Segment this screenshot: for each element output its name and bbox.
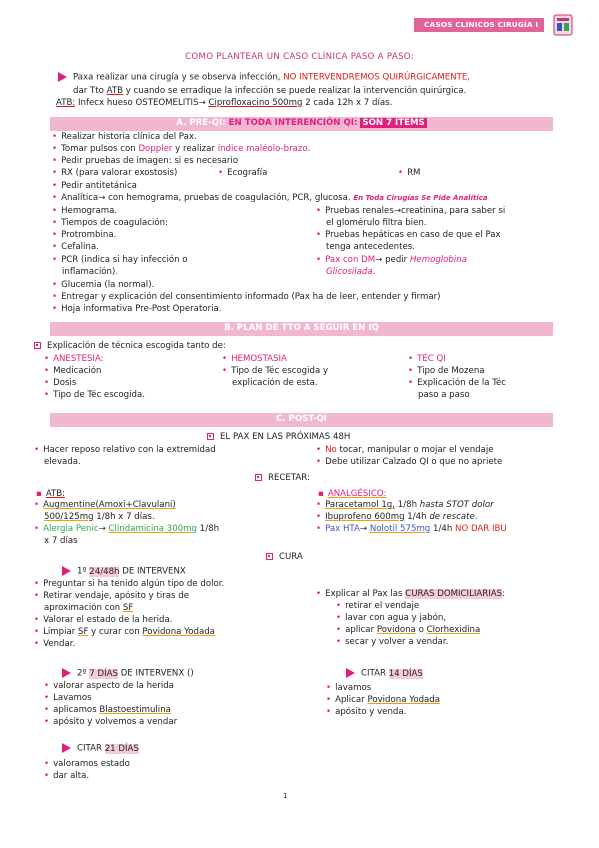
triangle-bullet-icon	[58, 72, 67, 82]
list-item: • valorar aspecto de la herida	[44, 681, 174, 691]
list-item: • Hemograma.	[52, 206, 118, 216]
list-item: • Protrombina.	[52, 230, 117, 240]
analgesico-title: ▪ ANALGÉSICO:	[318, 489, 387, 499]
list-item: • Retirar vendaje, apósito y tiras de	[34, 591, 189, 601]
list-item: • Explicación de la Téc	[408, 378, 507, 388]
list-item: • Preguntar si ha tenido algún tipo de dolor.	[34, 579, 225, 589]
list-item: • RM	[398, 168, 421, 178]
list-item: • Paracetamol 1g, 1/8h hasta STOT dolor	[316, 500, 494, 510]
list-item: • valoramos estado	[44, 759, 130, 769]
list-item: inflamación).	[62, 267, 119, 277]
list-item: • Entregar y explicación del consentimiento informado (Pax ha de leer, entender y firmar)	[52, 292, 441, 302]
list-item: • Pedir pruebas de imagen: si es necesario	[52, 156, 239, 166]
list-item: • aplicamos Blastoestimulina	[44, 705, 171, 715]
section-c-bar: C. POST-QI	[50, 413, 553, 427]
square-bullet-icon	[255, 474, 262, 481]
subheading-recetar: RECETAR:	[255, 473, 310, 484]
triangle-bullet-icon	[62, 743, 71, 753]
list-item: • Tipo de Téc escogida.	[44, 390, 145, 400]
header-title: CASOS CLINICOS CIRUGÍA I	[414, 18, 544, 32]
page-number: 1	[283, 792, 288, 800]
list-item: • Realizar historia clínica del Pax.	[52, 132, 197, 142]
list-item: • Aplicar Povidona Yodada	[326, 695, 441, 705]
list-item: x 7 días	[44, 536, 78, 546]
section-b-bar: B. PLAN DE TTO A SEGUIR EN IQ	[50, 322, 553, 336]
square-bullet-icon	[34, 342, 41, 349]
col-title-hemostasia: • HEMOSTASIA	[222, 354, 287, 364]
list-item: • Dosis	[44, 378, 77, 388]
triangle-bullet-icon	[62, 668, 71, 678]
list-item: • Augmentine(Amoxi+Clavulani)	[34, 500, 176, 510]
list-item: • Limpiar SF y curar con Povidona Yodada	[34, 627, 215, 637]
list-item: 500/125mg 1/8h x 7 días.	[44, 512, 155, 522]
list-item: • dar alta.	[44, 771, 90, 781]
list-item: aproximación con SF	[44, 603, 134, 613]
list-item: • Pruebas hepáticas en caso de que el Pax	[316, 230, 501, 240]
cura-4-title: CITAR 21 DÍAS	[62, 743, 139, 755]
list-item: • Hoja informativa Pre-Post Operatoria.	[52, 304, 222, 314]
list-item: • lavamos	[326, 683, 372, 693]
list-item: • No tocar, manipular o mojar el vendaje	[316, 445, 494, 455]
subheading-cura: CURA	[266, 552, 303, 563]
list-item: • Ibuprofeno 600mg 1/4h de rescate.	[316, 512, 478, 522]
list-item: • PCR (indica si hay infección o	[52, 255, 188, 265]
list-item: • Valorar el estado de la herida.	[34, 615, 173, 625]
curas-domiciliarias: • Explicar al Pax las CURAS DOMICILIARIAS:	[316, 589, 506, 599]
list-item: • lavar con agua y jabón,	[336, 613, 447, 623]
list-item: • secar y volver a vendar.	[336, 637, 449, 647]
list-item: • Tipo de Mozena	[408, 366, 485, 376]
square-bullet-icon	[266, 553, 273, 560]
intro-line-1: Paxa realizar una cirugía y se observa infección, NO INTERVENDREMOS QUIRÚRGICAMENTE,	[58, 72, 470, 84]
list-item: el glomérulo filtra bien.	[326, 218, 427, 228]
list-item: tenga antecedentes.	[326, 242, 415, 252]
list-item: • retirar el vendaje	[336, 601, 420, 611]
list-item: • aplicar Povidona o Clorhexidina	[336, 625, 481, 635]
list-item: • RX (para valorar exostosis)	[52, 168, 178, 178]
list-item: elevada.	[44, 457, 81, 467]
cura-1-title: 1º 24/48h DE INTERVENX	[62, 566, 186, 578]
subheading-48h: EL PAX EN LAS PRÓXIMAS 48H	[207, 432, 350, 443]
list-item: • Tipo de Téc escogida y	[222, 366, 329, 376]
list-item: Glicosilada.	[326, 267, 376, 277]
cura-2-title: 2º 7 DÍAS DE INTERVENX ()	[62, 668, 194, 680]
list-item: • Hacer reposo relativo con la extremidad	[34, 445, 216, 455]
page-title: COMO PLANTEAR UN CASO CLÍNICA PASO A PASO:	[185, 52, 414, 62]
col-title-tec-qi: • TÉC QI	[408, 354, 446, 364]
list-item: • Pax con DM→ pedir Hemoglobina	[316, 255, 467, 265]
list-item: • Alergia Penic→ Clindamicina 300mg 1/8h	[34, 524, 220, 534]
list-item: • Medicación	[44, 366, 102, 376]
section-b-intro: Explicación de técnica escogida tanto de:	[34, 341, 226, 352]
list-item: • Tomar pulsos con Doppler y realizar índice maléolo-brazo.	[52, 144, 311, 154]
list-item: • Lavamos	[44, 693, 92, 703]
list-item: • Analítica→ con hemograma, pruebas de coagulación, PCR, glucosa. En Toda Cirugías Se Pide Analítica	[52, 193, 488, 203]
list-item: • apósito y volvemos a vendar	[44, 717, 178, 727]
list-item: • Pruebas renales→creatinina, para saber si	[316, 206, 506, 216]
section-a-bar: A. PRE-QI: EN TODA INTERENCIÓN QI: SON 7 ITEMS	[50, 117, 553, 131]
intro-line-2: dar Tto ATB y cuando se erradique la infección se puede realizar la intervención quirúrgica.	[73, 86, 467, 96]
triangle-bullet-icon	[62, 566, 71, 576]
list-item: • apósito y venda.	[326, 707, 407, 717]
list-item: • Pax HTA→ Nolotil 575mg 1/4h NO DAR IBU	[316, 524, 507, 534]
list-item: • Tiempos de coagulación:	[52, 218, 169, 228]
list-item: • Glucemia (la normal).	[52, 280, 155, 290]
atb-title: ▪ ATB:	[36, 489, 66, 499]
list-item: paso a paso	[418, 390, 470, 400]
list-item: • Debe utilizar Calzado QI o que no apriete	[316, 457, 503, 467]
col-title-anestesia: • ANESTESIA:	[44, 354, 104, 364]
list-item: • Cefalina.	[52, 242, 99, 252]
intro-line-3: ATB: Infecx hueso OSTEOMELITIS→ Ciprofloxacino 500mg 2 cada 12h x 7 días.	[56, 98, 393, 108]
cura-3-title: CITAR 14 DÍAS	[346, 668, 423, 680]
list-item: • Ecografía	[218, 168, 268, 178]
university-logo	[553, 14, 573, 36]
square-bullet-icon	[207, 433, 214, 440]
triangle-bullet-icon	[346, 668, 355, 678]
list-item: • Vendar.	[34, 639, 76, 649]
list-item: explicación de esta.	[232, 378, 318, 388]
list-item: • Pedir antitetánica	[52, 181, 137, 191]
